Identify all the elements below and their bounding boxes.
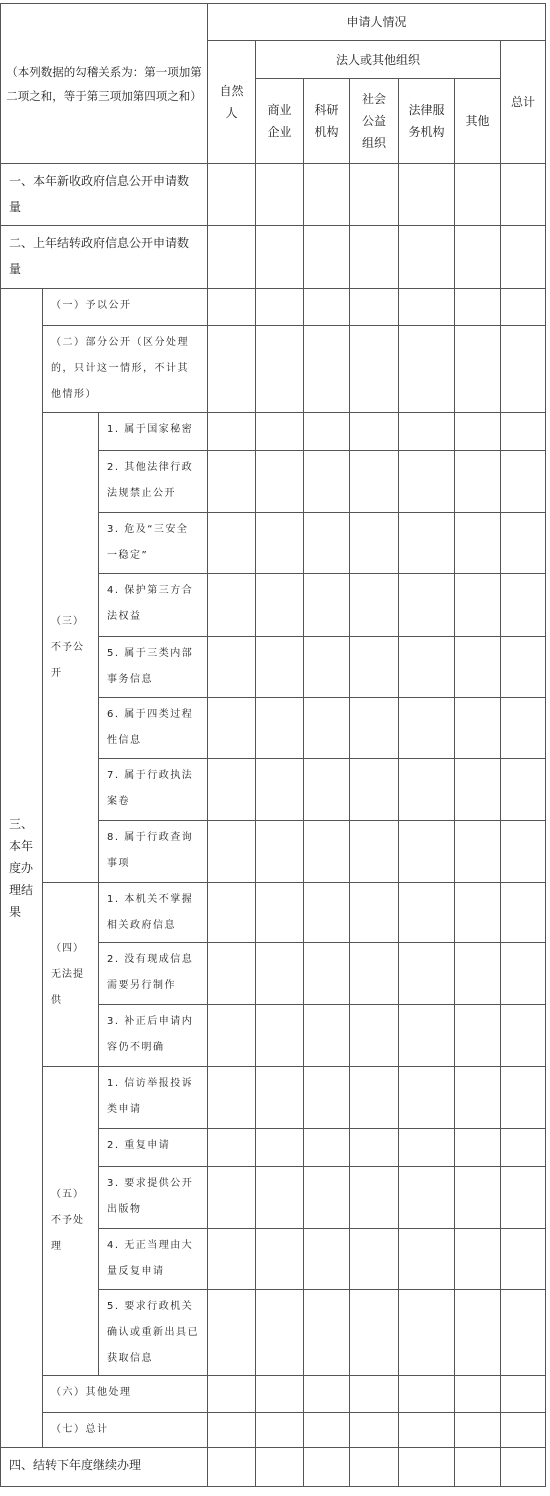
row-g1-label-text: （一）予以公开 <box>51 300 132 311</box>
g3-item-4-value-7[interactable] <box>500 573 545 636</box>
g4-item-2-value-6[interactable] <box>454 942 500 1004</box>
g3-item-7-value-5[interactable] <box>398 758 454 820</box>
row-carried-over-value-1[interactable] <box>207 225 255 288</box>
g3-item-8-value-3[interactable] <box>303 820 349 882</box>
g5-item-5-value-2[interactable] <box>255 1289 303 1375</box>
header-commercial-text: 商业 企业 <box>267 103 292 139</box>
g3-item-1-value-7[interactable] <box>500 412 545 450</box>
row-g2-value-6[interactable] <box>454 325 500 412</box>
row-g2-value-7[interactable] <box>500 325 545 412</box>
row-carried-over-value-2[interactable] <box>255 225 303 288</box>
g5-item-1-value-3[interactable] <box>303 1066 349 1128</box>
row-new-applications-value-1[interactable] <box>207 163 255 225</box>
g3-item-2-value-4[interactable] <box>349 450 398 512</box>
g5-item-2-value-6[interactable] <box>454 1128 500 1166</box>
row-g6-value-7[interactable] <box>500 1375 545 1412</box>
row-g1-value-3[interactable] <box>303 288 349 325</box>
row-carry-forward-value-4[interactable] <box>349 1447 398 1486</box>
g4-item-2-label <box>98 942 207 1004</box>
g5-item-3-value-7[interactable] <box>500 1166 545 1228</box>
g5-item-1-value-6[interactable] <box>454 1066 500 1128</box>
g3-item-3-value-4[interactable] <box>349 512 398 573</box>
header-natural-person <box>207 40 255 163</box>
g3-item-7-value-6[interactable] <box>454 758 500 820</box>
g5-item-5-label-text: 5. 要求行政机关确认或重新出具已获取信息 <box>107 1301 199 1364</box>
section-3-label <box>0 288 42 1447</box>
row-g1-value-6[interactable] <box>454 288 500 325</box>
g3-item-4-label <box>98 573 207 636</box>
g3-item-1-value-1[interactable] <box>207 412 255 450</box>
g3-item-6-value-6[interactable] <box>454 697 500 758</box>
g3-item-4-value-3[interactable] <box>303 573 349 636</box>
row-new-applications-value-4[interactable] <box>349 163 398 225</box>
row-g2-value-5[interactable] <box>398 325 454 412</box>
group-5-label <box>42 1066 98 1375</box>
header-note-text: （本列数据的勾稽关系为：第一项加第二项之和，等于第三项加第四项之和） <box>6 64 202 103</box>
g5-item-4-value-4[interactable] <box>349 1228 398 1289</box>
g3-item-1-value-4[interactable] <box>349 412 398 450</box>
g5-item-1-value-2[interactable] <box>255 1066 303 1128</box>
g4-item-1-label-text: 1. 本机关不掌握相关政府信息 <box>107 894 194 931</box>
row-carried-over-value-3[interactable] <box>303 225 349 288</box>
g3-item-2-value-7[interactable] <box>500 450 545 512</box>
row-g7-label <box>42 1412 207 1447</box>
row-new-applications-value-5[interactable] <box>398 163 454 225</box>
row-g2-value-1[interactable] <box>207 325 255 412</box>
g5-item-2-value-2[interactable] <box>255 1128 303 1166</box>
g4-item-1-value-4[interactable] <box>349 882 398 942</box>
row-g7-value-5[interactable] <box>398 1412 454 1447</box>
header-other <box>454 78 500 163</box>
g3-item-2-label <box>98 450 207 512</box>
row-g1-value-5[interactable] <box>398 288 454 325</box>
g5-item-2-value-4[interactable] <box>349 1128 398 1166</box>
g4-item-3-value-7[interactable] <box>500 1004 545 1066</box>
g4-item-2-value-3[interactable] <box>303 942 349 1004</box>
group-4-label <box>42 882 98 1066</box>
g3-item-4-value-1[interactable] <box>207 573 255 636</box>
g3-item-6-value-3[interactable] <box>303 697 349 758</box>
header-total-text: 总计 <box>510 95 535 109</box>
g3-item-5-value-3[interactable] <box>303 636 349 697</box>
g4-item-3-value-5[interactable] <box>398 1004 454 1066</box>
g3-item-7-value-1[interactable] <box>207 758 255 820</box>
table-bottom-border <box>0 1486 546 1487</box>
g3-item-5-value-7[interactable] <box>500 636 545 697</box>
g5-item-4-value-7[interactable] <box>500 1228 545 1289</box>
g3-item-5-label <box>98 636 207 697</box>
row-g6-value-6[interactable] <box>454 1375 500 1412</box>
row-g7-label-text: （七）总计 <box>51 1424 109 1435</box>
g3-item-6-label <box>98 697 207 758</box>
row-carried-over-value-4[interactable] <box>349 225 398 288</box>
row-g6-label <box>42 1375 207 1412</box>
row-carry-forward-value-1[interactable] <box>207 1447 255 1486</box>
row-new-applications-value-3[interactable] <box>303 163 349 225</box>
g5-item-2-label-text: 2. 重复申请 <box>107 1140 171 1151</box>
g4-item-3-value-3[interactable] <box>303 1004 349 1066</box>
g3-item-8-value-7[interactable] <box>500 820 545 882</box>
g4-item-3-label-text: 3. 补正后申请内容仍不明确 <box>107 1016 194 1053</box>
g3-item-1-label-text: 1. 属于国家秘密 <box>107 424 194 435</box>
g3-item-1-value-2[interactable] <box>255 412 303 450</box>
g4-item-2-value-2[interactable] <box>255 942 303 1004</box>
g5-item-5-label <box>98 1289 207 1375</box>
g3-item-3-value-1[interactable] <box>207 512 255 573</box>
g3-item-3-label-text: 3. 危及“三安全一稳定” <box>107 524 189 561</box>
row-g2-value-3[interactable] <box>303 325 349 412</box>
g3-item-8-value-4[interactable] <box>349 820 398 882</box>
g5-item-4-value-3[interactable] <box>303 1228 349 1289</box>
g3-item-8-value-2[interactable] <box>255 820 303 882</box>
g5-item-4-label-text: 4. 无正当理由大量反复申请 <box>107 1240 194 1277</box>
header-applicant-situation-text: 申请人情况 <box>346 15 407 29</box>
g5-item-5-value-5[interactable] <box>398 1289 454 1375</box>
g5-item-1-value-5[interactable] <box>398 1066 454 1128</box>
g5-item-4-value-2[interactable] <box>255 1228 303 1289</box>
row-new-applications-value-7[interactable] <box>500 163 545 225</box>
row-g7-value-7[interactable] <box>500 1412 545 1447</box>
g5-item-1-value-7[interactable] <box>500 1066 545 1128</box>
g5-item-5-value-3[interactable] <box>303 1289 349 1375</box>
row-g7-value-4[interactable] <box>349 1412 398 1447</box>
g3-item-3-value-2[interactable] <box>255 512 303 573</box>
g3-item-1-value-3[interactable] <box>303 412 349 450</box>
g3-item-6-value-4[interactable] <box>349 697 398 758</box>
header-social-welfare-text: 社会 公益 组织 <box>361 92 386 150</box>
header-legal-or-other-text: 法人或其他组织 <box>335 52 420 67</box>
header-research <box>303 78 349 163</box>
g3-item-8-label <box>98 820 207 882</box>
g3-item-3-value-3[interactable] <box>303 512 349 573</box>
g5-item-1-label-text: 1. 信访举报投诉类申请 <box>107 1078 194 1115</box>
row-g1-value-7[interactable] <box>500 288 545 325</box>
row-new-applications-value-6[interactable] <box>454 163 500 225</box>
header-social-welfare <box>349 78 398 163</box>
row-g2-label-text: （二）部分公开（区分处理的，只计这一情形，不计其他情形） <box>51 337 189 400</box>
g3-item-8-value-1[interactable] <box>207 820 255 882</box>
g4-item-1-value-5[interactable] <box>398 882 454 942</box>
row-g6-label-text: （六）其他处理 <box>51 1387 132 1398</box>
g5-item-2-label <box>98 1128 207 1166</box>
g5-item-3-value-6[interactable] <box>454 1166 500 1228</box>
row-carry-forward-value-5[interactable] <box>398 1447 454 1486</box>
g3-item-6-value-5[interactable] <box>398 697 454 758</box>
header-research-text: 科研 机构 <box>314 103 339 139</box>
g3-item-3-label <box>98 512 207 573</box>
row-g1-value-4[interactable] <box>349 288 398 325</box>
header-legal-service-text: 法律服 务机构 <box>408 103 445 139</box>
g3-item-5-value-2[interactable] <box>255 636 303 697</box>
g3-item-6-label-text: 6. 属于四类过程性信息 <box>107 709 194 746</box>
g5-item-2-value-7[interactable] <box>500 1128 545 1166</box>
g3-item-3-value-6[interactable] <box>454 512 500 573</box>
g5-item-3-value-4[interactable] <box>349 1166 398 1228</box>
row-g7-value-1[interactable] <box>207 1412 255 1447</box>
g3-item-5-value-5[interactable] <box>398 636 454 697</box>
header-other-text: 其他 <box>465 114 490 128</box>
g4-item-1-value-6[interactable] <box>454 882 500 942</box>
g3-item-6-value-2[interactable] <box>255 697 303 758</box>
header-note <box>0 3 207 163</box>
g5-item-4-label <box>98 1228 207 1289</box>
g5-item-3-label <box>98 1166 207 1228</box>
g3-item-6-value-1[interactable] <box>207 697 255 758</box>
g4-item-1-label <box>98 882 207 942</box>
g5-item-2-value-1[interactable] <box>207 1128 255 1166</box>
g3-item-7-value-4[interactable] <box>349 758 398 820</box>
g3-item-1-value-5[interactable] <box>398 412 454 450</box>
g4-item-3-value-1[interactable] <box>207 1004 255 1066</box>
table-right-border <box>545 3 546 1487</box>
g3-item-5-value-1[interactable] <box>207 636 255 697</box>
g5-item-3-label-text: 3. 要求提供公开出版物 <box>107 1178 194 1215</box>
g5-item-1-value-1[interactable] <box>207 1066 255 1128</box>
row-carried-over-label <box>0 225 207 288</box>
header-total <box>500 40 545 163</box>
g5-item-2-value-3[interactable] <box>303 1128 349 1166</box>
g4-item-2-value-4[interactable] <box>349 942 398 1004</box>
g3-item-7-label <box>98 758 207 820</box>
g3-item-1-value-6[interactable] <box>454 412 500 450</box>
g3-item-4-value-6[interactable] <box>454 573 500 636</box>
row-g6-value-1[interactable] <box>207 1375 255 1412</box>
g3-item-3-value-7[interactable] <box>500 512 545 573</box>
row-carried-over-label-text: 二、上年结转政府信息公开申请数量 <box>9 236 190 276</box>
g3-item-4-value-5[interactable] <box>398 573 454 636</box>
g5-item-3-value-3[interactable] <box>303 1166 349 1228</box>
g3-item-7-value-2[interactable] <box>255 758 303 820</box>
g3-item-1-label <box>98 412 207 450</box>
row-new-applications-value-2[interactable] <box>255 163 303 225</box>
g5-item-1-value-4[interactable] <box>349 1066 398 1128</box>
row-g6-value-4[interactable] <box>349 1375 398 1412</box>
g4-item-1-value-1[interactable] <box>207 882 255 942</box>
g3-item-2-value-2[interactable] <box>255 450 303 512</box>
g4-item-1-value-3[interactable] <box>303 882 349 942</box>
g3-item-4-value-2[interactable] <box>255 573 303 636</box>
row-g2-value-4[interactable] <box>349 325 398 412</box>
g5-item-3-value-5[interactable] <box>398 1166 454 1228</box>
g3-item-7-label-text: 7. 属于行政执法案卷 <box>107 770 194 807</box>
g3-item-2-label-text: 2. 其他法律行政法规禁止公开 <box>107 462 194 499</box>
row-g1-value-1[interactable] <box>207 288 255 325</box>
g5-item-4-value-5[interactable] <box>398 1228 454 1289</box>
row-g6-value-3[interactable] <box>303 1375 349 1412</box>
g4-item-3-label <box>98 1004 207 1066</box>
g3-item-3-value-5[interactable] <box>398 512 454 573</box>
row-g6-value-2[interactable] <box>255 1375 303 1412</box>
row-carry-forward-value-7[interactable] <box>500 1447 545 1486</box>
row-carried-over-value-5[interactable] <box>398 225 454 288</box>
g5-item-1-label <box>98 1066 207 1128</box>
header-legal-service <box>398 78 454 163</box>
row-g7-value-6[interactable] <box>454 1412 500 1447</box>
row-g1-value-2[interactable] <box>255 288 303 325</box>
g4-item-2-value-5[interactable] <box>398 942 454 1004</box>
g5-item-5-value-6[interactable] <box>454 1289 500 1375</box>
row-g6-value-5[interactable] <box>398 1375 454 1412</box>
g3-item-2-value-6[interactable] <box>454 450 500 512</box>
row-new-applications-label-text: 一、本年新收政府信息公开申请数量 <box>9 174 190 214</box>
row-g1-label <box>42 288 207 325</box>
g5-item-4-value-6[interactable] <box>454 1228 500 1289</box>
row-carry-forward-label <box>0 1447 207 1486</box>
header-applicant-situation <box>207 3 545 40</box>
row-g7-value-2[interactable] <box>255 1412 303 1447</box>
g3-item-2-value-5[interactable] <box>398 450 454 512</box>
g5-item-3-value-2[interactable] <box>255 1166 303 1228</box>
g3-item-5-value-4[interactable] <box>349 636 398 697</box>
section-3-label-text: 三、 本年 度办 理结 果 <box>9 817 34 919</box>
row-carried-over-value-7[interactable] <box>500 225 545 288</box>
g4-item-2-label-text: 2. 没有现成信息需要另行制作 <box>107 954 194 991</box>
row-carry-forward-label-text: 四、结转下年度继续办理 <box>9 1458 142 1472</box>
g4-item-1-value-7[interactable] <box>500 882 545 942</box>
g4-item-1-value-2[interactable] <box>255 882 303 942</box>
g5-item-5-value-1[interactable] <box>207 1289 255 1375</box>
g3-item-5-value-6[interactable] <box>454 636 500 697</box>
g3-item-7-value-3[interactable] <box>303 758 349 820</box>
row-new-applications-label <box>0 163 207 225</box>
row-carry-forward-value-6[interactable] <box>454 1447 500 1486</box>
group-5-label-text: （五） 不予处 理 <box>51 1189 84 1252</box>
g3-item-8-label-text: 8. 属于行政查询事项 <box>107 832 194 869</box>
g3-item-8-value-5[interactable] <box>398 820 454 882</box>
group-3-label-text: （三） 不予公 开 <box>51 615 84 679</box>
g3-item-7-value-7[interactable] <box>500 758 545 820</box>
row-carry-forward-value-2[interactable] <box>255 1447 303 1486</box>
g5-item-3-value-1[interactable] <box>207 1166 255 1228</box>
group-3-label <box>42 412 98 882</box>
g3-item-4-label-text: 4. 保护第三方合法权益 <box>107 585 194 622</box>
g5-item-5-value-7[interactable] <box>500 1289 545 1375</box>
row-g7-value-3[interactable] <box>303 1412 349 1447</box>
g3-item-2-value-3[interactable] <box>303 450 349 512</box>
row-g2-value-2[interactable] <box>255 325 303 412</box>
g5-item-2-value-5[interactable] <box>398 1128 454 1166</box>
g4-item-3-value-2[interactable] <box>255 1004 303 1066</box>
row-g2-label <box>42 325 207 412</box>
header-commercial <box>255 78 303 163</box>
group-4-label-text: （四） 无法提 供 <box>51 942 84 1006</box>
header-legal-or-other <box>255 40 500 78</box>
g4-item-3-value-6[interactable] <box>454 1004 500 1066</box>
g3-item-6-value-7[interactable] <box>500 697 545 758</box>
g4-item-3-value-4[interactable] <box>349 1004 398 1066</box>
g5-item-4-value-1[interactable] <box>207 1228 255 1289</box>
g4-item-2-value-7[interactable] <box>500 942 545 1004</box>
g4-item-2-value-1[interactable] <box>207 942 255 1004</box>
g3-item-8-value-6[interactable] <box>454 820 500 882</box>
row-carry-forward-value-3[interactable] <box>303 1447 349 1486</box>
g5-item-5-value-4[interactable] <box>349 1289 398 1375</box>
row-carried-over-value-6[interactable] <box>454 225 500 288</box>
g3-item-4-value-4[interactable] <box>349 573 398 636</box>
header-natural-person-text: 自然 人 <box>219 84 244 120</box>
g3-item-5-label-text: 5. 属于三类内部事务信息 <box>107 648 194 685</box>
g3-item-2-value-1[interactable] <box>207 450 255 512</box>
